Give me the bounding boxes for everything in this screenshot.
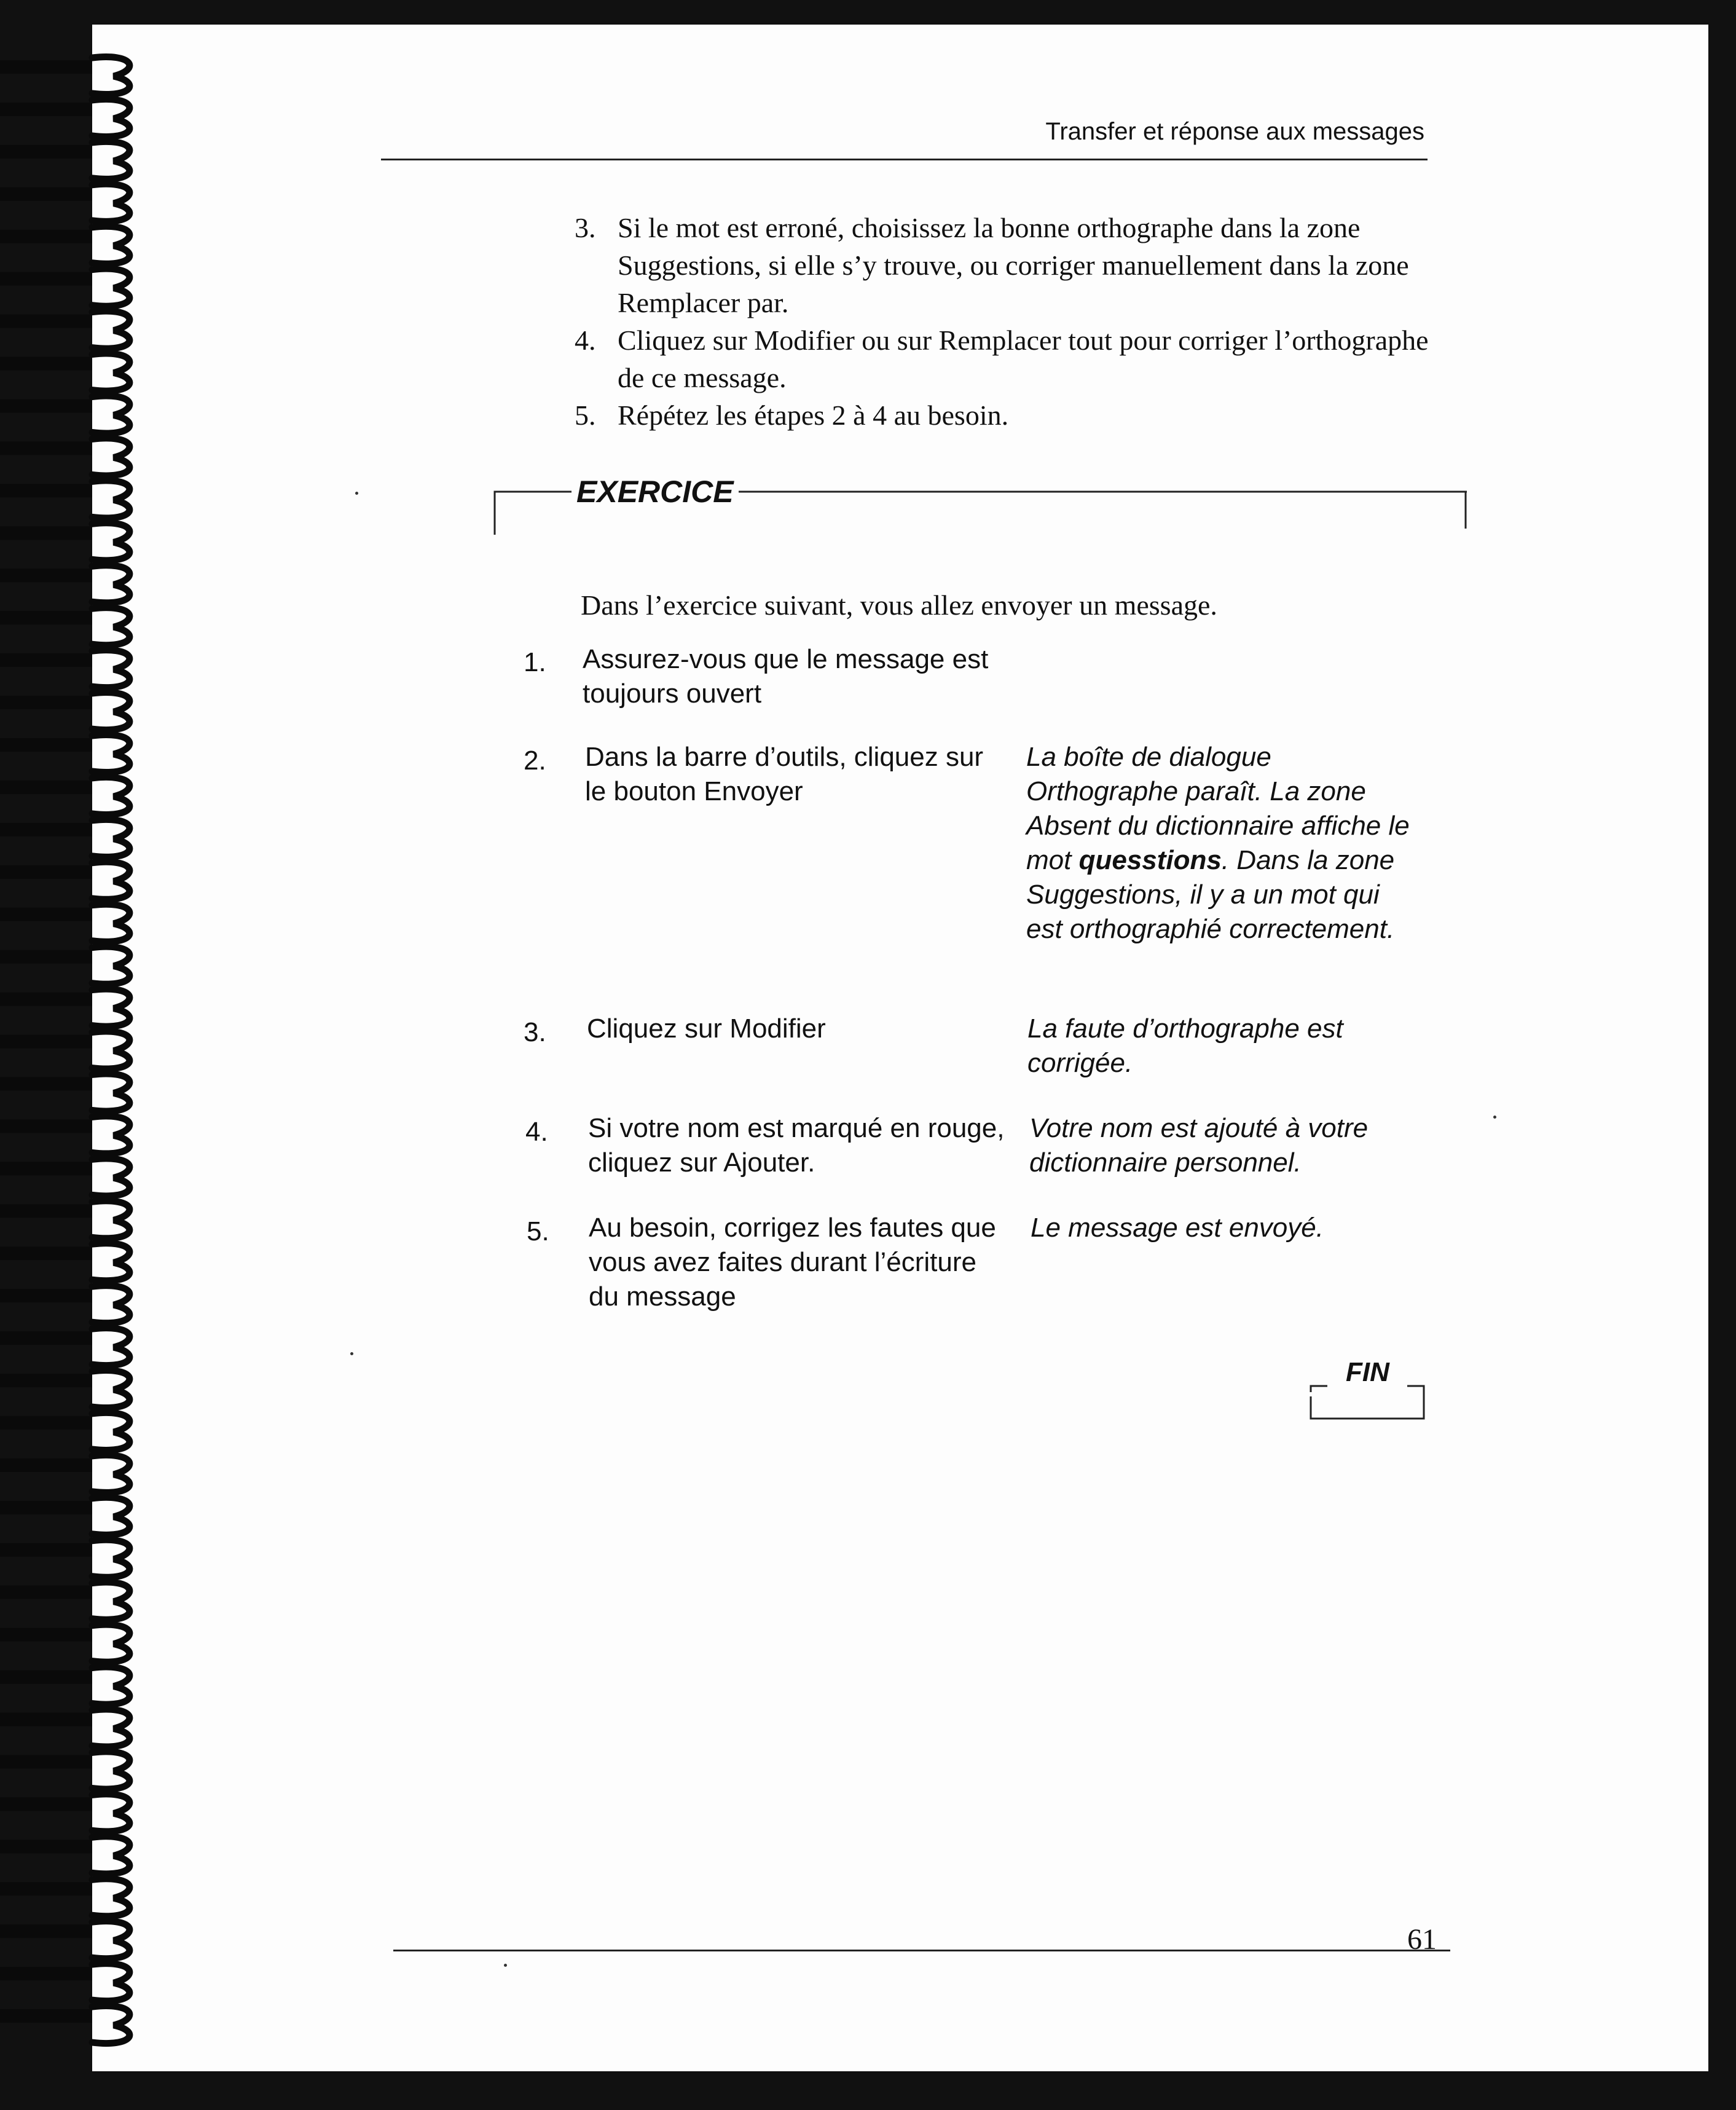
exercise-result: Votre nom est ajouté à votre dictionnaire personnel. <box>1029 1113 1369 1178</box>
step-number: 3. <box>575 212 596 243</box>
step-text: Cliquez sur Modifier ou sur Remplacer tout pour corriger l’orthographe de ce message. <box>618 325 1429 393</box>
binding-coil <box>0 904 130 942</box>
binding-coil <box>0 819 130 857</box>
exercise-step-number: 3. <box>524 1017 546 1047</box>
exercise-result: Le message est envoyé. <box>1031 1213 1324 1243</box>
binding-coil <box>0 1836 130 1874</box>
footer-rule <box>393 1950 1450 1951</box>
binding-coil <box>0 693 130 730</box>
binding-coil <box>0 1455 130 1492</box>
binding-coil <box>0 1879 130 1916</box>
exercise-action: Cliquez sur Modifier <box>587 1014 826 1044</box>
exercise-intro: Dans l’exercice suivant, vous allez envoyer un message. <box>581 589 1217 621</box>
step-number: 4. <box>575 325 596 356</box>
binding-coil <box>0 99 130 136</box>
exercise-title: EXERCICE <box>571 473 739 510</box>
procedure-step <box>575 321 1435 396</box>
binding-coil <box>0 650 130 688</box>
binding-coil <box>0 734 130 772</box>
procedure-steps <box>575 209 1435 434</box>
running-header: Transfer et réponse aux messages <box>1045 118 1424 145</box>
step-text: Si le mot est erroné, choisissez la bonne orthographe dans la zone Suggestions, si elle s’y trouve, ou corriger manuellement dans la zone Remplacer par. <box>618 212 1409 318</box>
exercise-step-number: 5. <box>527 1216 549 1246</box>
procedure-step <box>575 209 1435 321</box>
binding-coil <box>0 1116 130 1154</box>
step-number: 5. <box>575 400 596 431</box>
binding-coil <box>0 226 130 264</box>
binding-coil <box>0 269 130 306</box>
exercise-result: La faute d’orthographe est corrigée. <box>1027 1014 1343 1078</box>
binding-coil <box>0 184 130 221</box>
binding-coil <box>0 523 130 561</box>
scan-speck <box>355 492 358 495</box>
spiral-binding <box>0 43 160 2084</box>
binding-coil <box>0 862 130 899</box>
exercise-step-number: 4. <box>525 1117 548 1147</box>
binding-coil <box>0 565 130 603</box>
binding-coil <box>0 1582 130 1620</box>
binding-coil <box>0 1794 130 1832</box>
exercise-action: Au besoin, corrigez les fautes que vous avez faites durant l’écriture du message <box>589 1213 996 1312</box>
binding-coil <box>0 57 130 94</box>
result-bold-word: quesstions <box>1078 845 1222 875</box>
binding-coil <box>0 947 130 984</box>
exercise-step-number: 1. <box>524 647 546 677</box>
procedure-step <box>575 396 1435 434</box>
binding-coil <box>0 2006 130 2044</box>
binding-coil <box>0 1159 130 1196</box>
binding-coil <box>0 1709 130 1747</box>
binding-coil <box>0 353 130 391</box>
binding-coil <box>0 481 130 518</box>
binding-coil <box>0 1243 130 1281</box>
result-text: La boîte de dialogue Orthographe paraît. La zone Absent du dictionnaire affiche le mot <box>1026 742 1410 875</box>
exercise-action: Si votre nom est marqué en rouge, cliquez sur Ajouter. <box>588 1113 1005 1178</box>
binding-coil <box>0 1540 130 1577</box>
binding-coil <box>0 608 130 645</box>
binding-coil <box>0 1201 130 1238</box>
exercise-action: Assurez-vous que le message est toujours ouvert <box>583 644 989 709</box>
scan-speck <box>1493 1116 1496 1119</box>
binding-coil <box>0 1286 130 1323</box>
binding-coil <box>0 1074 130 1111</box>
binding-coil <box>0 1667 130 1704</box>
end-marker: FIN <box>1341 1357 1394 1388</box>
binding-coil <box>0 1964 130 2001</box>
binding-coil <box>0 1752 130 1789</box>
binding-coil <box>0 438 130 476</box>
binding-coil <box>0 1328 130 1366</box>
exercise-action: Dans la barre d’outils, cliquez sur le bouton Envoyer <box>585 742 984 806</box>
binding-coil <box>0 989 130 1026</box>
result-text: . Dans la zone Suggestions, il y a un mot qui est orthographié correctement. <box>1026 845 1395 944</box>
step-text: Répétez les étapes 2 à 4 au besoin. <box>618 400 1009 431</box>
binding-coil <box>0 1921 130 1959</box>
scan-speck <box>350 1352 353 1355</box>
binding-coil <box>0 1412 130 1450</box>
scan-speck <box>504 1964 507 1967</box>
binding-coil <box>0 141 130 179</box>
exercise-step-number: 2. <box>524 746 546 776</box>
binding-coil <box>0 396 130 433</box>
header-rule <box>381 159 1428 160</box>
binding-coil <box>0 777 130 814</box>
binding-coil <box>0 1497 130 1535</box>
binding-coil <box>0 311 130 348</box>
binding-coil <box>0 1031 130 1069</box>
binding-coil <box>0 1371 130 1408</box>
page-number: 61 <box>1407 1923 1437 1956</box>
binding-coil <box>0 1624 130 1662</box>
exercise-result <box>1026 740 1420 947</box>
